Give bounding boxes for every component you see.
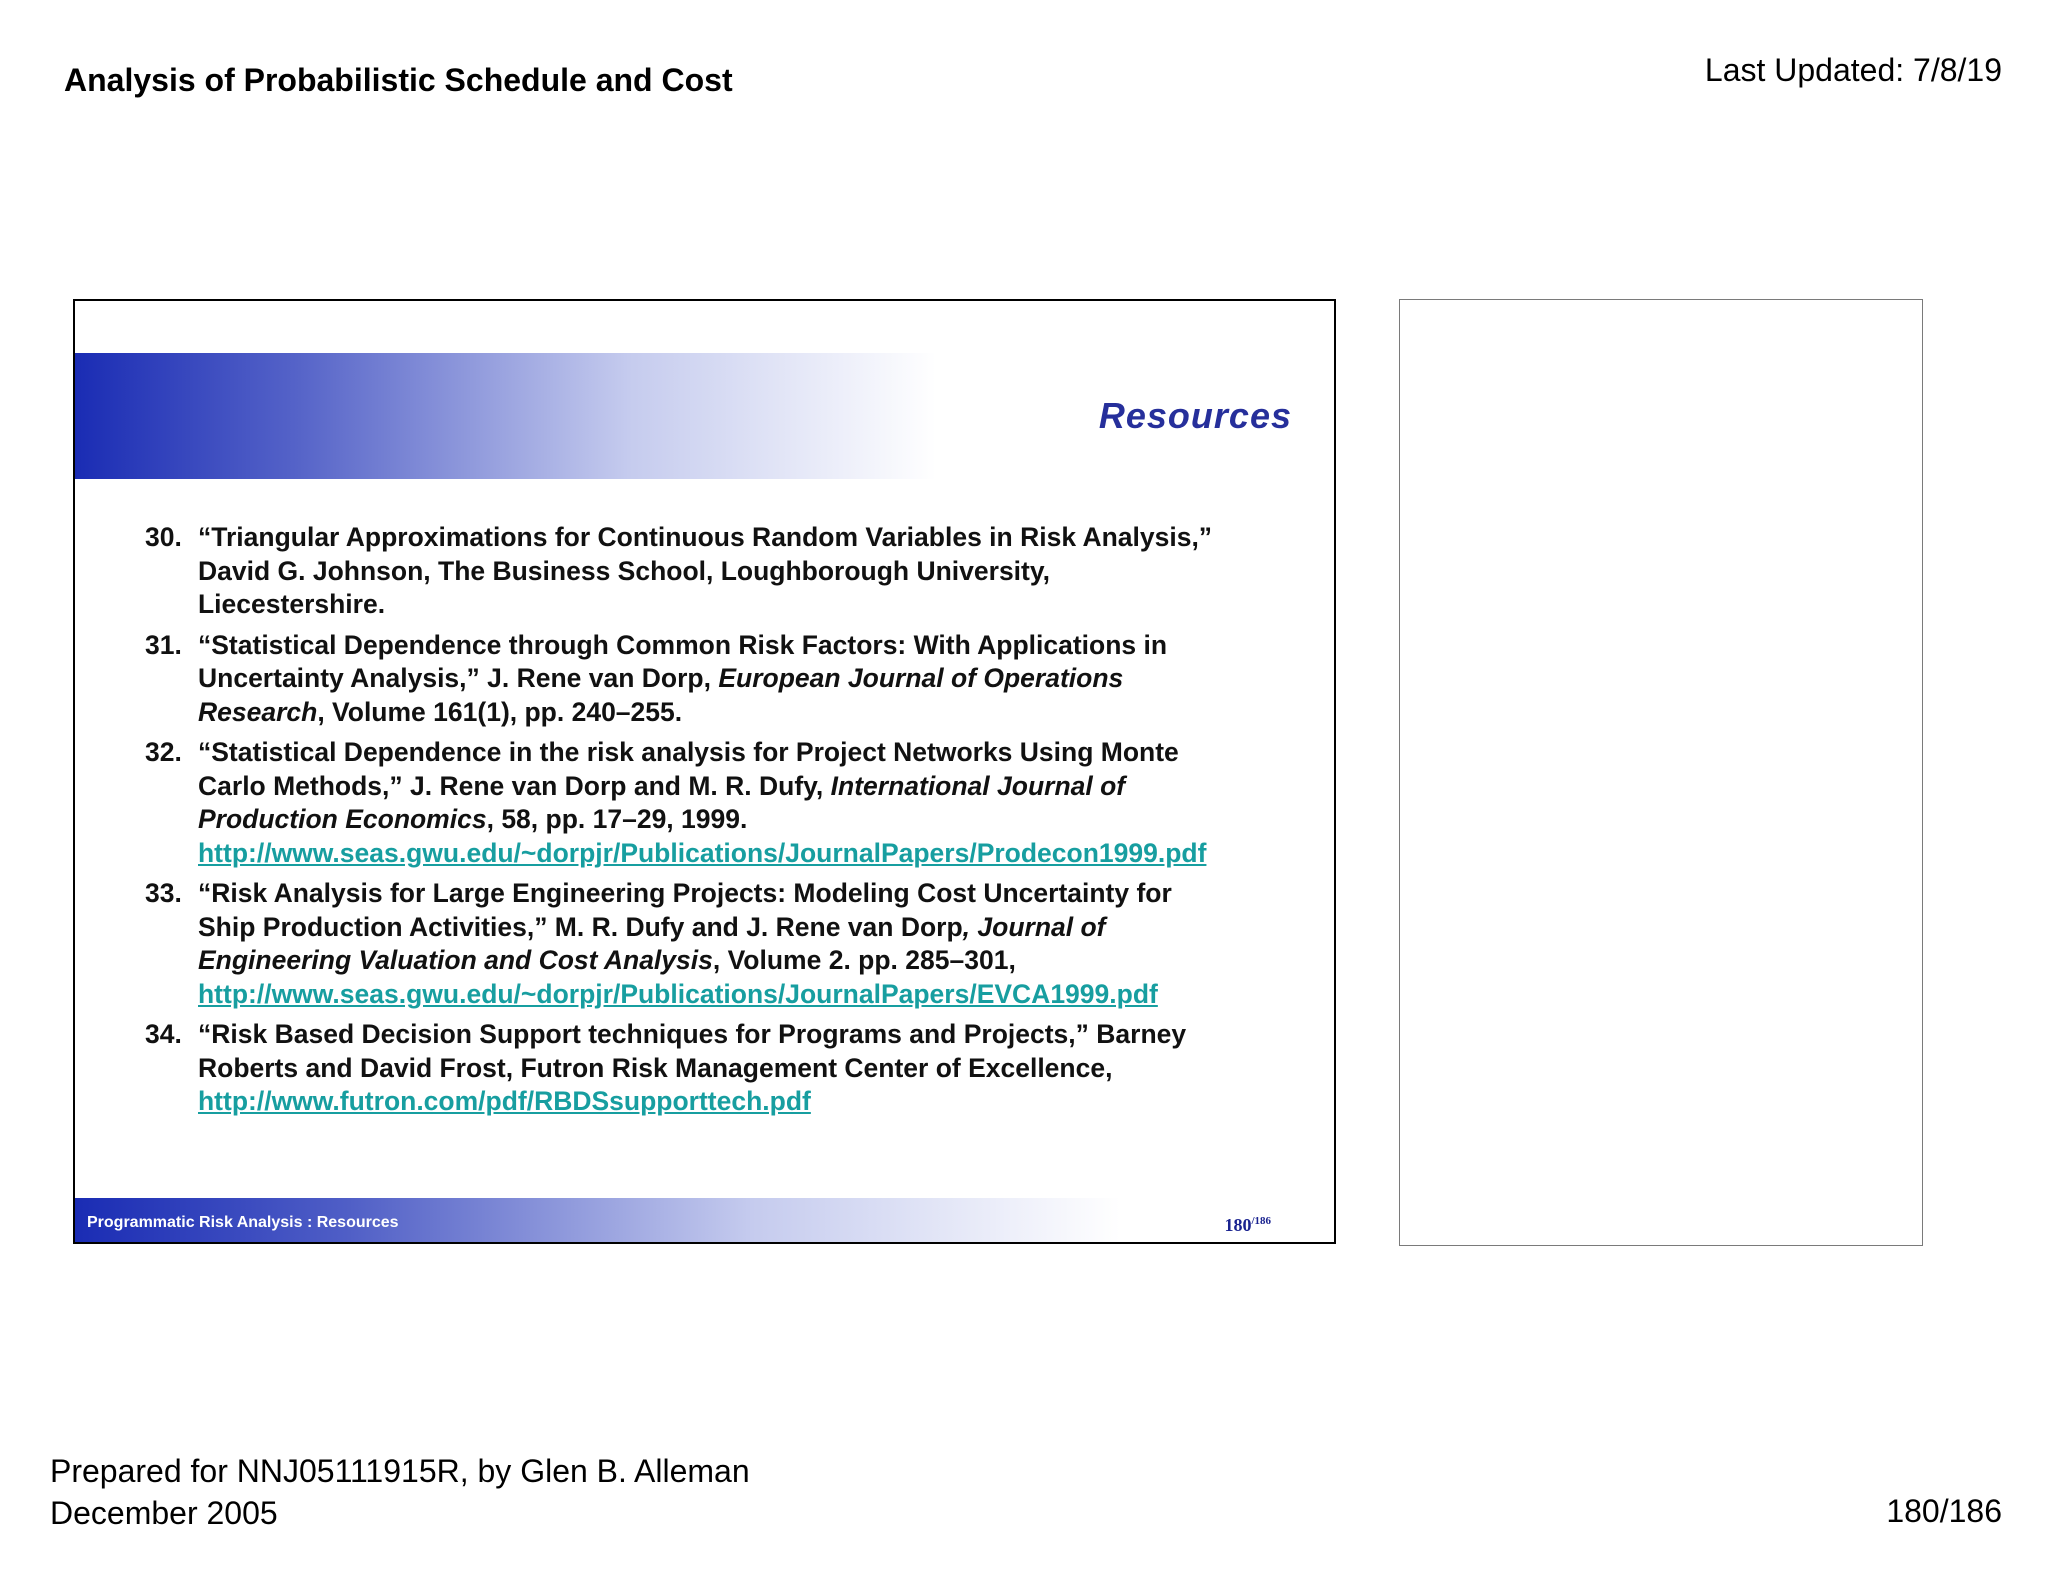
- reference-line: [198, 803, 1295, 837]
- reference-text: [198, 1018, 1295, 1119]
- reference-line: [198, 588, 1295, 622]
- reference-line: [198, 662, 1295, 696]
- reference-segment: , 58, pp. 17–29, 1999.: [486, 804, 748, 834]
- reference-link[interactable]: http://www.seas.gwu.edu/~dorpjr/Publications/JournalPapers/EVCA1999.pdf: [198, 978, 1158, 1009]
- reference-text: [198, 521, 1295, 622]
- reference-italic-text: Production Economics: [198, 804, 487, 834]
- reference-item: [145, 736, 1295, 870]
- slide-footer-label: Programmatic Risk Analysis : Resources: [87, 1214, 399, 1231]
- reference-segment: “Statistical Dependence through Common Risk Factors: With Applications in: [198, 629, 1168, 660]
- reference-line: [198, 978, 1295, 1012]
- reference-text: [198, 736, 1295, 870]
- reference-link[interactable]: http://www.seas.gwu.edu/~dorpjr/Publications/JournalPapers/Prodecon1999.pdf: [198, 837, 1207, 868]
- reference-line: [198, 555, 1295, 589]
- reference-segment: David G. Johnson, The Business School, Loughborough University,: [198, 555, 1050, 586]
- reference-list: [145, 521, 1295, 1126]
- reference-item: [145, 629, 1295, 730]
- reference-link[interactable]: http://www.futron.com/pdf/RBDSsupporttech.pdf: [198, 1086, 811, 1116]
- reference-line: [198, 696, 1295, 730]
- reference-segment: , Volume 2. pp. 285–301,: [712, 945, 1016, 975]
- reference-item: [145, 521, 1295, 622]
- reference-segment: , Volume 161(1), pp. 240–255.: [317, 696, 683, 727]
- prepared-by-block: [50, 1450, 750, 1534]
- reference-segment: Ship Production Activities,” M. R. Dufy and J. Rene van Dorp: [198, 911, 963, 942]
- reference-italic-text: Engineering Valuation and Cost Analysis: [198, 945, 713, 975]
- reference-italic-text: , Journal of: [962, 911, 1106, 942]
- reference-segment: Liecestershire.: [198, 589, 386, 619]
- reference-segment: Uncertainty Analysis,” J. Rene van Dorp,: [198, 663, 719, 693]
- slide-page-number: [1224, 1215, 1271, 1236]
- prepared-by: Prepared for NNJ05111915R, by Glen B. Alleman: [50, 1453, 750, 1489]
- reference-line: [198, 521, 1295, 555]
- last-updated: Last Updated: 7/8/19: [1704, 52, 2002, 88]
- reference-line: [198, 911, 1295, 945]
- reference-item: [145, 877, 1295, 1011]
- reference-number: 30.: [145, 522, 182, 552]
- slide-page-current: 180: [1224, 1215, 1252, 1235]
- slide-heading: Resources: [1098, 395, 1292, 436]
- reference-line: [198, 1052, 1295, 1086]
- reference-segment: “Triangular Approximations for Continuous Random Variables in Risk Analysis,”: [198, 522, 1213, 552]
- reference-number: 34.: [145, 1019, 182, 1049]
- reference-segment: Roberts and David Frost, Futron Risk Management Center of Excellence,: [198, 1052, 1113, 1083]
- reference-item: [145, 1018, 1295, 1119]
- reference-text: [198, 629, 1295, 730]
- notes-panel: [1399, 299, 1923, 1246]
- prepared-date: December 2005: [50, 1495, 278, 1531]
- reference-italic-text: Research: [198, 696, 318, 727]
- reference-segment: “Risk Based Decision Support techniques for Programs and Projects,” Barney: [198, 1019, 1187, 1049]
- reference-line: [198, 837, 1295, 871]
- reference-text: [198, 877, 1295, 1011]
- reference-line: [198, 629, 1295, 663]
- slide-thumbnail: [73, 299, 1336, 1244]
- reference-line: [198, 1085, 1295, 1119]
- reference-line: [198, 944, 1295, 978]
- reference-number: 32.: [145, 737, 182, 767]
- slide-footer-bar: [75, 1198, 1305, 1242]
- reference-segment: “Statistical Dependence in the risk analysis for Project Networks Using Monte: [198, 737, 1179, 767]
- reference-italic-text: European Journal of Operations: [718, 663, 1124, 693]
- reference-number: 33.: [145, 878, 182, 908]
- reference-line: [198, 770, 1295, 804]
- reference-italic-text: International Journal of: [830, 770, 1126, 801]
- page-number: 180/186: [1886, 1493, 2002, 1529]
- reference-segment: Carlo Methods,” J. Rene van Dorp and M. R. Dufy,: [198, 770, 831, 801]
- reference-line: [198, 1018, 1295, 1052]
- document-title: Analysis of Probabilistic Schedule and Cost: [64, 62, 733, 98]
- reference-line: [198, 736, 1295, 770]
- reference-segment: “Risk Analysis for Large Engineering Projects: Modeling Cost Uncertainty for: [198, 878, 1172, 908]
- reference-line: [198, 877, 1295, 911]
- slide-page-total: /186: [1251, 1215, 1271, 1227]
- reference-number: 31.: [145, 629, 182, 660]
